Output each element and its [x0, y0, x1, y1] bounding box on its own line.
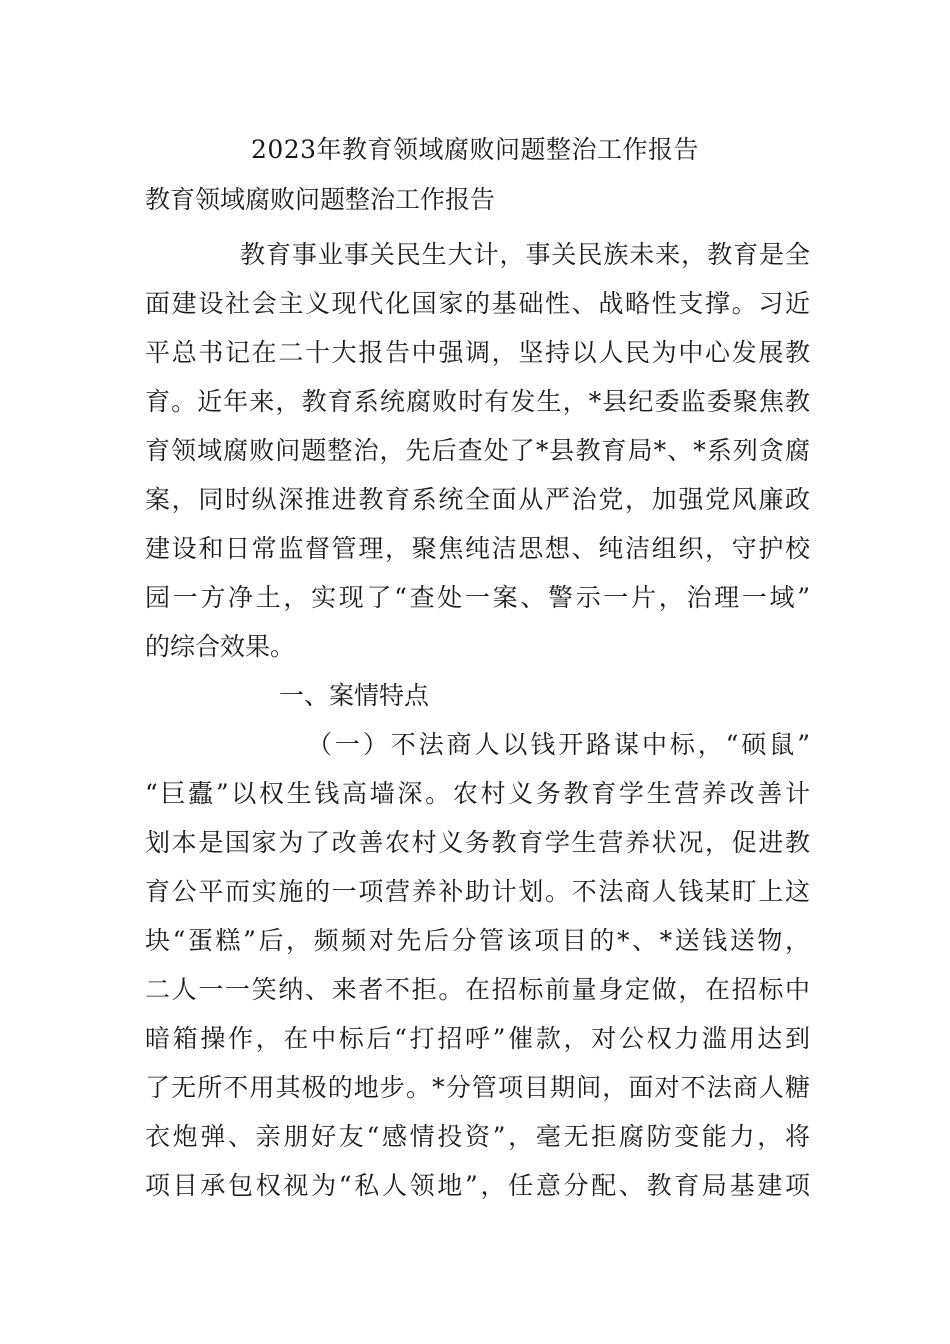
- paragraph-line: 面建设社会主义现代化国家的基础性、战略性支撑。习近: [145, 289, 810, 318]
- paragraph-line: 园一方净土，实现了“查处一案、警示一片，治理一域”: [145, 583, 810, 612]
- paragraph-line: 二人一一笑纳、来者不拒。在招标前量身定做，在招标中: [145, 975, 810, 1004]
- paragraph-line: 划本是国家为了改善农村义务教育学生营养状况，促进教: [145, 828, 810, 857]
- paragraph-line: 案，同时纵深推进教育系统全面从严治党，加强党风廉政: [145, 485, 810, 514]
- paragraph-line: 的综合效果。: [145, 632, 296, 661]
- paragraph-line: 了无所不用其极的地步。*分管项目期间，面对不法商人糖: [145, 1073, 810, 1102]
- paragraph-line: 育公平而实施的一项营养补助计划。不法商人钱某盯上这: [145, 877, 810, 906]
- subsection-heading: （一）不法商人以钱开路谋中标，“硕鼠”: [307, 730, 810, 759]
- paragraph-line: 块“蛋糕”后，频频对先后分管该项目的*、*送钱送物，: [145, 926, 810, 955]
- document-body: [145, 230, 810, 1210]
- paragraph-line: 育领域腐败问题整治，先后查处了*县教育局*、*系列贪腐: [145, 436, 810, 465]
- section-heading: 一、案情特点: [279, 681, 430, 710]
- paragraph-line: 育。近年来，教育系统腐败时有发生，*县纪委监委聚焦教: [145, 387, 810, 416]
- paragraph-line: “巨蠹”以权生钱高墙深。农村义务教育学生营养改善计: [145, 779, 810, 808]
- paragraph-line: 平总书记在二十大报告中强调，坚持以人民为中心发展教: [145, 338, 810, 367]
- document-title: 2023年教育领域腐败问题整治工作报告: [250, 135, 700, 164]
- paragraph-line: 衣炮弹、亲朋好友“感情投资”，毫无拒腐防变能力，将: [145, 1122, 810, 1151]
- document-subtitle: 教育领域腐败问题整治工作报告: [145, 185, 496, 214]
- paragraph-line: 项目承包权视为“私人领地”，任意分配、教育局基建项: [145, 1171, 810, 1200]
- paragraph-line: 教育事业事关民生大计，事关民族未来，教育是全: [240, 240, 810, 269]
- paragraph-line: 建设和日常监督管理，聚焦纯洁思想、纯洁组织，守护校: [145, 534, 810, 563]
- paragraph-line: 暗箱操作，在中标后“打招呼”催款，对公权力滥用达到: [145, 1024, 810, 1053]
